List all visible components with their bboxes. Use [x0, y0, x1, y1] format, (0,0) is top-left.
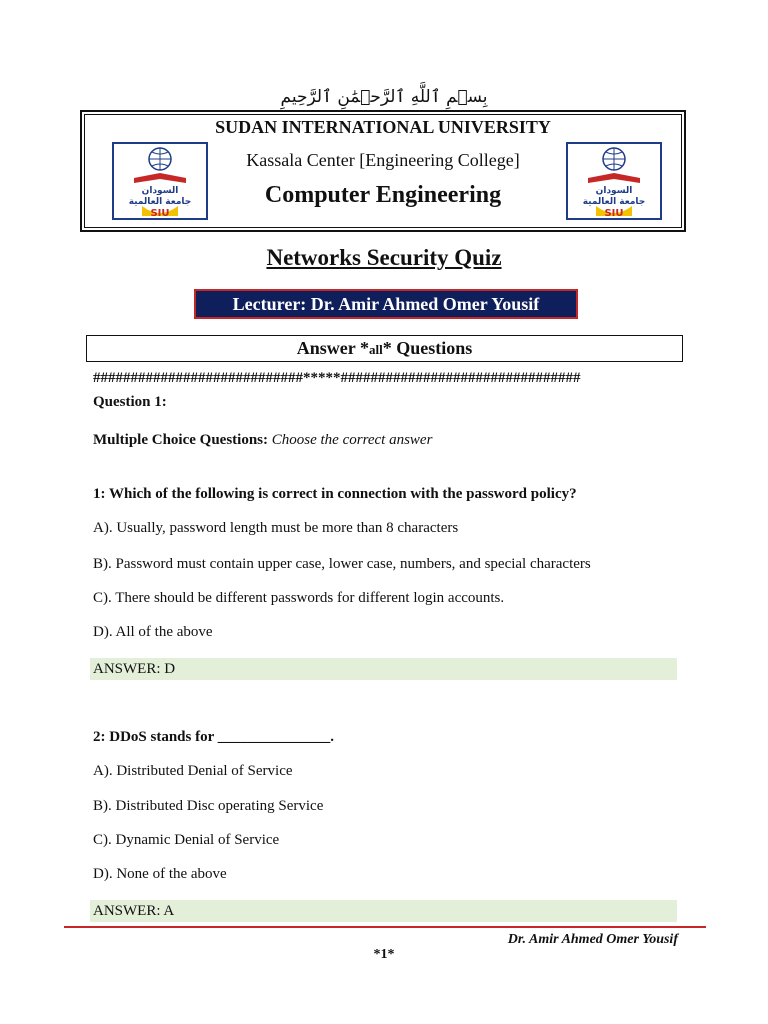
instruction-after: * Questions — [382, 338, 473, 358]
basmala: بِسۡمِ ٱللَّهِ ٱلرَّحۡمَٰنِ ٱلرَّحِيمِ — [280, 87, 488, 107]
logo-arabic-line2: جامعة العالمية — [128, 197, 192, 207]
option-a: A). Usually, password length must be more than 8 characters — [93, 520, 459, 536]
instruction-small: all — [368, 342, 383, 357]
section-title: Question 1: — [93, 394, 167, 410]
quiz-title: Networks Security Quiz — [266, 245, 502, 270]
option-a: A). Distributed Denial of Service — [93, 763, 293, 779]
option-d: D). None of the above — [93, 866, 227, 882]
question-text: 2: DDoS stands for _______________. — [93, 729, 334, 745]
footer-rule — [64, 926, 706, 928]
mcq-instruction-line — [93, 432, 432, 449]
lecturer-banner: Lecturer: Dr. Amir Ahmed Omer Yousif — [194, 289, 578, 319]
question-text: 1: Which of the following is correct in connection with the password policy? — [93, 486, 577, 502]
university-logo-right — [566, 142, 662, 220]
option-c: C). Dynamic Denial of Service — [93, 832, 280, 848]
hash-separator: ############################*****################################ — [93, 370, 581, 386]
footer-author: Dr. Amir Ahmed Omer Yousif — [507, 932, 678, 947]
logo-arabic-line1: السودان — [595, 186, 633, 196]
university-name: SUDAN INTERNATIONAL UNIVERSITY — [215, 117, 551, 137]
logo-arabic-line2: جامعة العالمية — [582, 197, 646, 207]
instruction-box — [86, 335, 683, 362]
option-b: B). Password must contain upper case, lower case, numbers, and special characters — [93, 556, 591, 572]
option-d: D). All of the above — [93, 624, 213, 640]
answer-bar: ANSWER: D — [90, 658, 677, 680]
university-logo-left — [112, 142, 208, 220]
mcq-instruction: Choose the correct answer — [271, 432, 433, 448]
option-c: C). There should be different passwords for different login accounts. — [93, 590, 505, 606]
logo-abbr: SIU — [604, 208, 624, 219]
answer-bar: ANSWER: A — [90, 900, 677, 922]
option-b: B). Distributed Disc operating Service — [93, 798, 324, 814]
department-name: Computer Engineering — [264, 182, 502, 208]
logo-arabic-line1: السودان — [141, 186, 179, 196]
instruction-before: Answer * — [296, 338, 369, 358]
center-name: Kassala Center [Engineering College] — [246, 150, 520, 170]
mcq-label: Multiple Choice Questions: — [93, 432, 268, 448]
page-number: *1* — [373, 947, 395, 962]
logo-abbr: SIU — [150, 208, 170, 219]
